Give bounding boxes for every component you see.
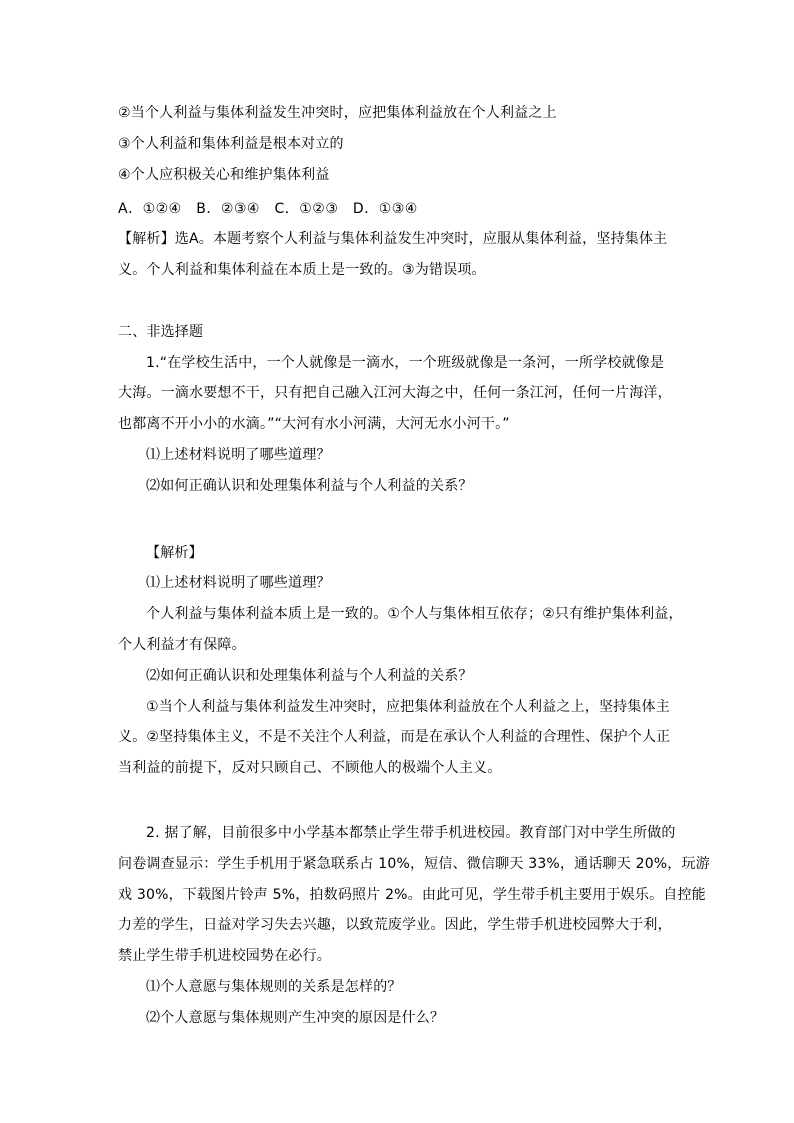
answer-2-question: ⑵如何正确认识和处理集体利益与个人利益的关系？ — [146, 667, 473, 684]
analysis-label: 【解析】 — [146, 544, 203, 561]
analysis-line: 【解析】选A。本题考察个人利益与集体利益发生冲突时，应服从集体利益，坚持集体主 — [118, 231, 668, 248]
choice-item-4: ④个人应积极关心和维护集体利益 — [118, 166, 330, 183]
question-1-line: 也都离不开小小的水滴。”“大河有水小河满，大河无水小河干。” — [118, 416, 510, 433]
answer-1-line: 个人利益才有保障。 — [118, 636, 246, 653]
question-1-line: 大海。一滴水要想不干，只有把自己融入江河大海之中，任何一条江河，任何一片海洋， — [118, 385, 672, 402]
answer-options: A．①②④ B．②③④ C．①②③ D．①③④ — [118, 201, 418, 218]
section-heading: 二、非选择题 — [118, 323, 204, 340]
question-2-line: 戏 30%，下载图片铃声 5%，拍数码照片 2%。由此可见，学生带手机主要用于娱乐。自控能 — [118, 886, 706, 903]
answer-1-line: 个人利益与集体利益本质上是一致的。①个人与集体相互依存；②只有维护集体利益， — [146, 606, 683, 623]
question-2-line: 2. 据了解，目前很多中小学基本都禁止学生带手机进校园。教育部门对中学生所做的 — [146, 824, 676, 841]
answer-2-line: ①当个人利益与集体利益发生冲突时，应把集体利益放在个人利益之上，坚持集体主 — [146, 698, 670, 715]
choice-item-3: ③个人利益和集体利益是根本对立的 — [118, 135, 344, 152]
question-1-sub-2: ⑵如何正确认识和处理集体利益与个人利益的关系？ — [146, 477, 473, 494]
analysis-line: 义。个人利益和集体利益在本质上是一致的。③为错误项。 — [118, 262, 486, 279]
document-page — [118, 102, 710, 1038]
question-2-line: 力差的学生，日益对学习失去兴趣，以致荒废学业。因此，学生带手机进校园弊大于利， — [118, 917, 672, 934]
question-2-sub-2: ⑵个人意愿与集体规则产生冲突的原因是什么？ — [146, 1009, 445, 1026]
question-2-line: 问卷调查显示：学生手机用于紧急联系占 10%，短信、微信聊天 33%，通话聊天 20%，玩游 — [118, 855, 710, 872]
question-2-sub-1: ⑴个人意愿与集体规则的关系是怎样的？ — [146, 978, 402, 995]
choice-item-2: ②当个人利益与集体利益发生冲突时，应把集体利益放在个人利益之上 — [118, 105, 557, 121]
answer-1-question: ⑴上述材料说明了哪些道理？ — [146, 575, 331, 592]
question-2-line: 禁止学生带手机进校园势在必行。 — [118, 948, 331, 965]
answer-2-line: 当利益的前提下，反对只顾自己、不顾他人的极端个人主义。 — [118, 760, 502, 777]
answer-2-line: 义。②坚持集体主义，不是不关注个人利益，而是在承认个人利益的合理性、保护个人正 — [118, 729, 671, 746]
question-1-sub-1: ⑴上述材料说明了哪些道理？ — [146, 446, 331, 463]
question-1-line: 1.“在学校生活中，一个人就像是一滴水，一个班级就像是一条河，一所学校就像是 — [146, 354, 665, 371]
